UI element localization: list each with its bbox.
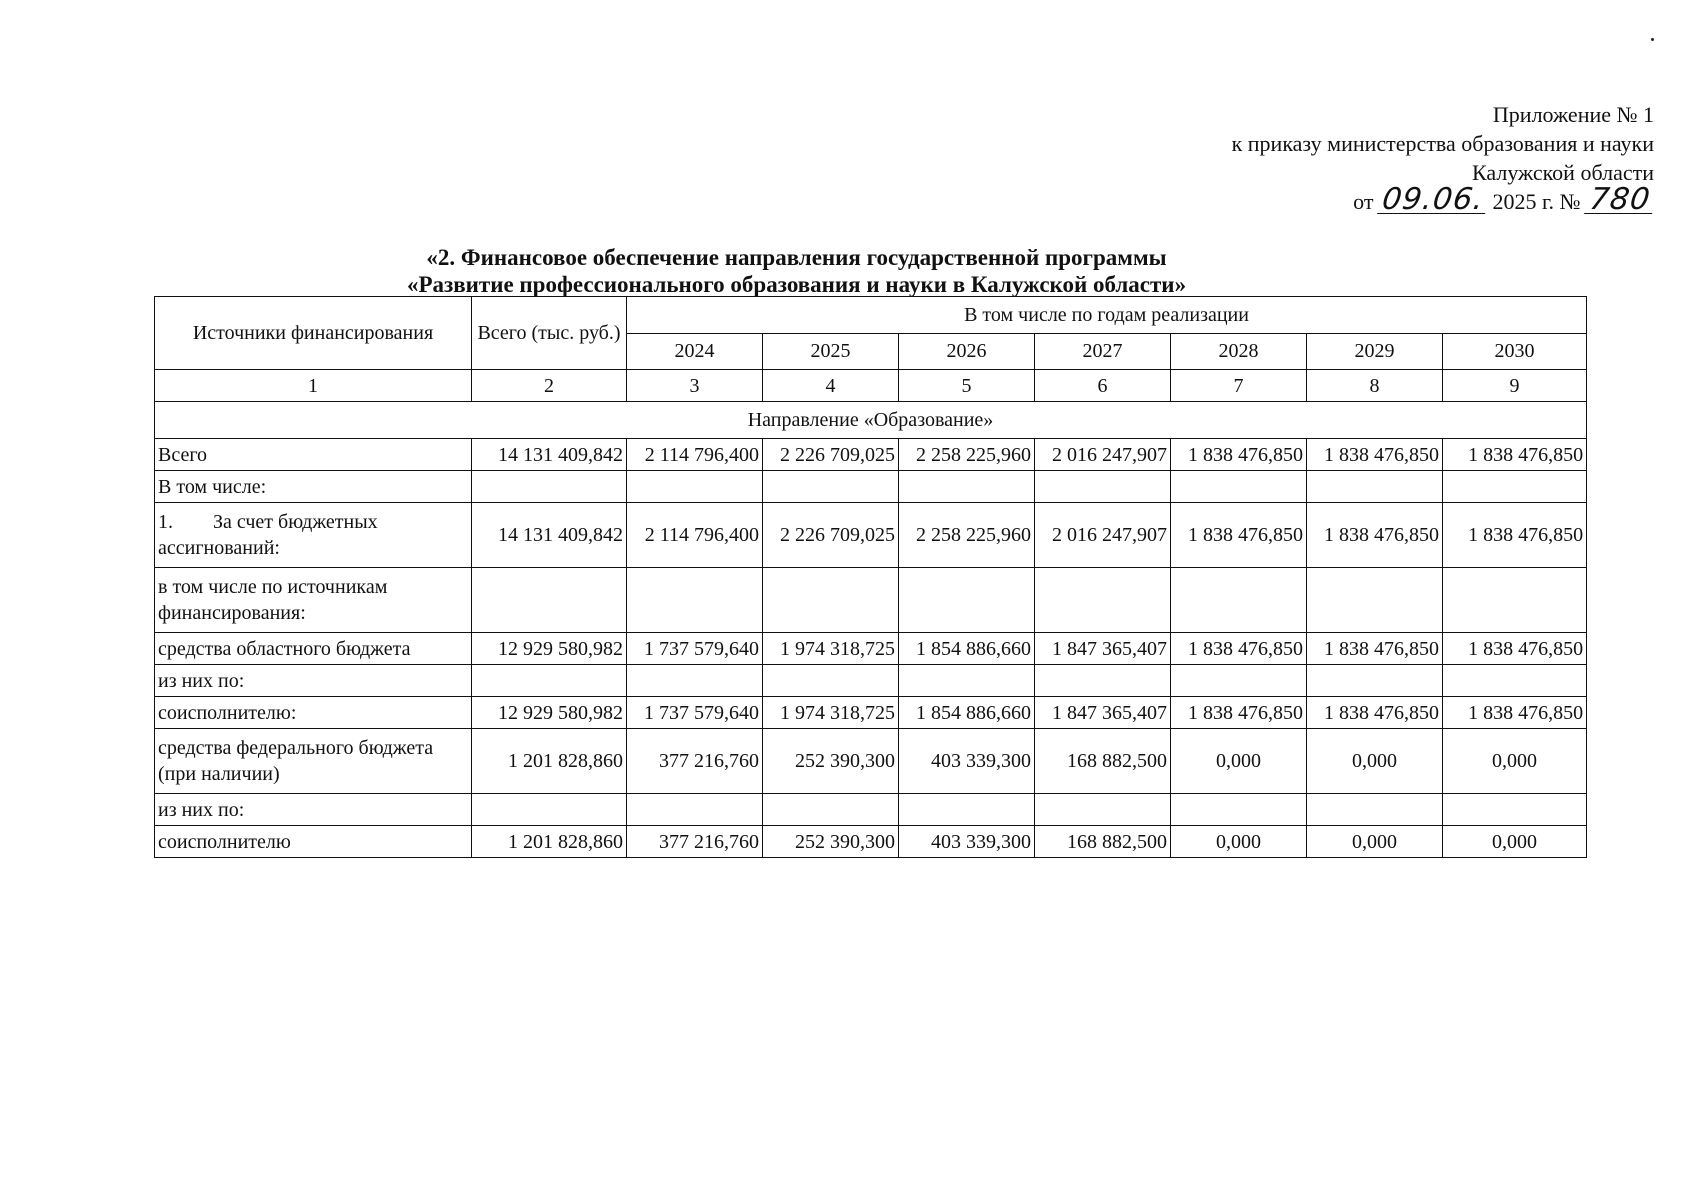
row-value: 168 882,500	[1035, 729, 1171, 794]
year-header: 2029	[1307, 333, 1443, 370]
row-value	[627, 568, 763, 633]
table-row	[155, 826, 1587, 858]
row-value: 0,000	[1171, 729, 1307, 794]
handwritten-date: 09.06.	[1377, 187, 1489, 214]
row-value: 0,000	[1307, 729, 1443, 794]
table-row	[155, 568, 1587, 633]
row-value	[1443, 794, 1587, 826]
header-row	[155, 297, 1587, 334]
year-header: 2024	[627, 333, 763, 370]
row-value: 1 201 828,860	[472, 826, 627, 858]
column-number: 2	[472, 370, 627, 402]
row-value	[1307, 471, 1443, 503]
row-value	[1171, 568, 1307, 633]
order-date-line	[1232, 182, 1654, 217]
row-value: 252 390,300	[763, 826, 899, 858]
row-value	[899, 471, 1035, 503]
row-value	[1443, 568, 1587, 633]
header-source: Источники финансирования	[155, 297, 472, 370]
row-value: 1 838 476,850	[1307, 633, 1443, 665]
row-value	[472, 568, 627, 633]
row-value	[899, 568, 1035, 633]
row-value	[899, 665, 1035, 697]
row-value	[763, 568, 899, 633]
row-label: из них по:	[155, 665, 472, 697]
row-value: 2 016 247,907	[1035, 503, 1171, 568]
order-year: 2025 г. №	[1492, 189, 1581, 214]
row-value: 2 226 709,025	[763, 439, 899, 471]
row-label: 1. За счет бюджетных ассигнований:	[155, 503, 472, 568]
row-value: 0,000	[1307, 826, 1443, 858]
row-value	[627, 665, 763, 697]
row-value	[1035, 794, 1171, 826]
row-value: 1 737 579,640	[627, 697, 763, 729]
row-value	[627, 794, 763, 826]
row-label: соисполнителю	[155, 826, 472, 858]
row-value	[763, 471, 899, 503]
row-value: 1 838 476,850	[1171, 697, 1307, 729]
row-value: 1 838 476,850	[1443, 439, 1587, 471]
row-value: 403 339,300	[899, 729, 1035, 794]
column-number: 5	[899, 370, 1035, 402]
column-number: 3	[627, 370, 763, 402]
row-value: 2 226 709,025	[763, 503, 899, 568]
row-label: соисполнителю:	[155, 697, 472, 729]
section-row	[155, 402, 1587, 439]
row-value	[1307, 665, 1443, 697]
row-value: 1 854 886,660	[899, 633, 1035, 665]
table-row	[155, 633, 1587, 665]
year-header: 2027	[1035, 333, 1171, 370]
title-line-1: «2. Финансовое обеспечение направления государственной программы	[426, 245, 1167, 270]
table-row	[155, 471, 1587, 503]
region-name: Калужской области	[1472, 160, 1654, 185]
row-value: 1 838 476,850	[1307, 697, 1443, 729]
row-value	[472, 665, 627, 697]
row-value	[1307, 568, 1443, 633]
year-header: 2026	[899, 333, 1035, 370]
row-value	[763, 794, 899, 826]
row-value: 2 114 796,400	[627, 503, 763, 568]
row-value: 0,000	[1443, 826, 1587, 858]
row-value	[1443, 471, 1587, 503]
table-row	[155, 503, 1587, 568]
column-number-row	[155, 370, 1587, 402]
row-value: 1 847 365,407	[1035, 633, 1171, 665]
row-value	[1035, 471, 1171, 503]
scan-speck	[1651, 38, 1654, 41]
section-title: Направление «Образование»	[155, 402, 1587, 439]
row-value: 2 258 225,960	[899, 439, 1035, 471]
row-label: из них по:	[155, 794, 472, 826]
row-value: 1 974 318,725	[763, 697, 899, 729]
row-value	[1171, 665, 1307, 697]
row-value: 12 929 580,982	[472, 633, 627, 665]
row-value: 377 216,760	[627, 826, 763, 858]
row-value	[1443, 665, 1587, 697]
row-label: Всего	[155, 439, 472, 471]
financing-table	[154, 296, 1587, 858]
row-value: 377 216,760	[627, 729, 763, 794]
row-value: 403 339,300	[899, 826, 1035, 858]
row-value: 14 131 409,842	[472, 439, 627, 471]
year-header: 2025	[763, 333, 899, 370]
row-value: 2 114 796,400	[627, 439, 763, 471]
column-number: 8	[1307, 370, 1443, 402]
table-body	[155, 297, 1587, 858]
year-header: 2030	[1443, 333, 1587, 370]
column-number: 6	[1035, 370, 1171, 402]
column-number: 7	[1171, 370, 1307, 402]
handwritten-order-number: 780	[1584, 187, 1656, 214]
document-title	[155, 244, 1438, 298]
row-value: 1 838 476,850	[1443, 503, 1587, 568]
row-value: 0,000	[1443, 729, 1587, 794]
row-value	[763, 665, 899, 697]
column-number: 1	[155, 370, 472, 402]
title-line-2: «Развитие профессионального образования и науки в Калужской области»	[406, 272, 1187, 297]
row-value: 1 838 476,850	[1307, 439, 1443, 471]
row-value: 12 929 580,982	[472, 697, 627, 729]
table-row	[155, 665, 1587, 697]
row-value: 1 737 579,640	[627, 633, 763, 665]
row-value: 1 838 476,850	[1443, 633, 1587, 665]
row-value	[899, 794, 1035, 826]
row-value	[1171, 794, 1307, 826]
table-row	[155, 729, 1587, 794]
table-row	[155, 697, 1587, 729]
appendix-title: Приложение № 1	[1492, 102, 1654, 127]
row-value: 14 131 409,842	[472, 503, 627, 568]
row-label: в том числе по источникам финансирования:	[155, 568, 472, 633]
row-value: 1 854 886,660	[899, 697, 1035, 729]
row-value: 1 838 476,850	[1443, 697, 1587, 729]
order-reference: к приказу министерства образования и науки	[1231, 131, 1654, 156]
row-value: 1 201 828,860	[472, 729, 627, 794]
from-label: от	[1353, 189, 1374, 214]
row-value: 1 838 476,850	[1171, 439, 1307, 471]
row-value	[472, 794, 627, 826]
row-value	[1035, 568, 1171, 633]
row-value: 252 390,300	[763, 729, 899, 794]
row-value: 0,000	[1171, 826, 1307, 858]
row-value	[1307, 794, 1443, 826]
row-value: 168 882,500	[1035, 826, 1171, 858]
header-years-group: В том числе по годам реализации	[627, 297, 1587, 334]
row-label: В том числе:	[155, 471, 472, 503]
year-header: 2028	[1171, 333, 1307, 370]
column-number: 4	[763, 370, 899, 402]
row-value: 1 847 365,407	[1035, 697, 1171, 729]
row-value	[472, 471, 627, 503]
table-row	[155, 794, 1587, 826]
column-number: 9	[1443, 370, 1587, 402]
row-label: средства областного бюджета	[155, 633, 472, 665]
row-value	[1035, 665, 1171, 697]
row-value	[1171, 471, 1307, 503]
row-value: 1 838 476,850	[1307, 503, 1443, 568]
row-label: средства федерального бюджета (при наличии)	[155, 729, 472, 794]
row-value: 1 974 318,725	[763, 633, 899, 665]
row-value: 2 016 247,907	[1035, 439, 1171, 471]
header-total: Всего (тыс. руб.)	[472, 297, 627, 370]
row-value: 2 258 225,960	[899, 503, 1035, 568]
row-value	[627, 471, 763, 503]
appendix-header	[1232, 100, 1654, 216]
row-value: 1 838 476,850	[1171, 503, 1307, 568]
table-row	[155, 439, 1587, 471]
row-value: 1 838 476,850	[1171, 633, 1307, 665]
